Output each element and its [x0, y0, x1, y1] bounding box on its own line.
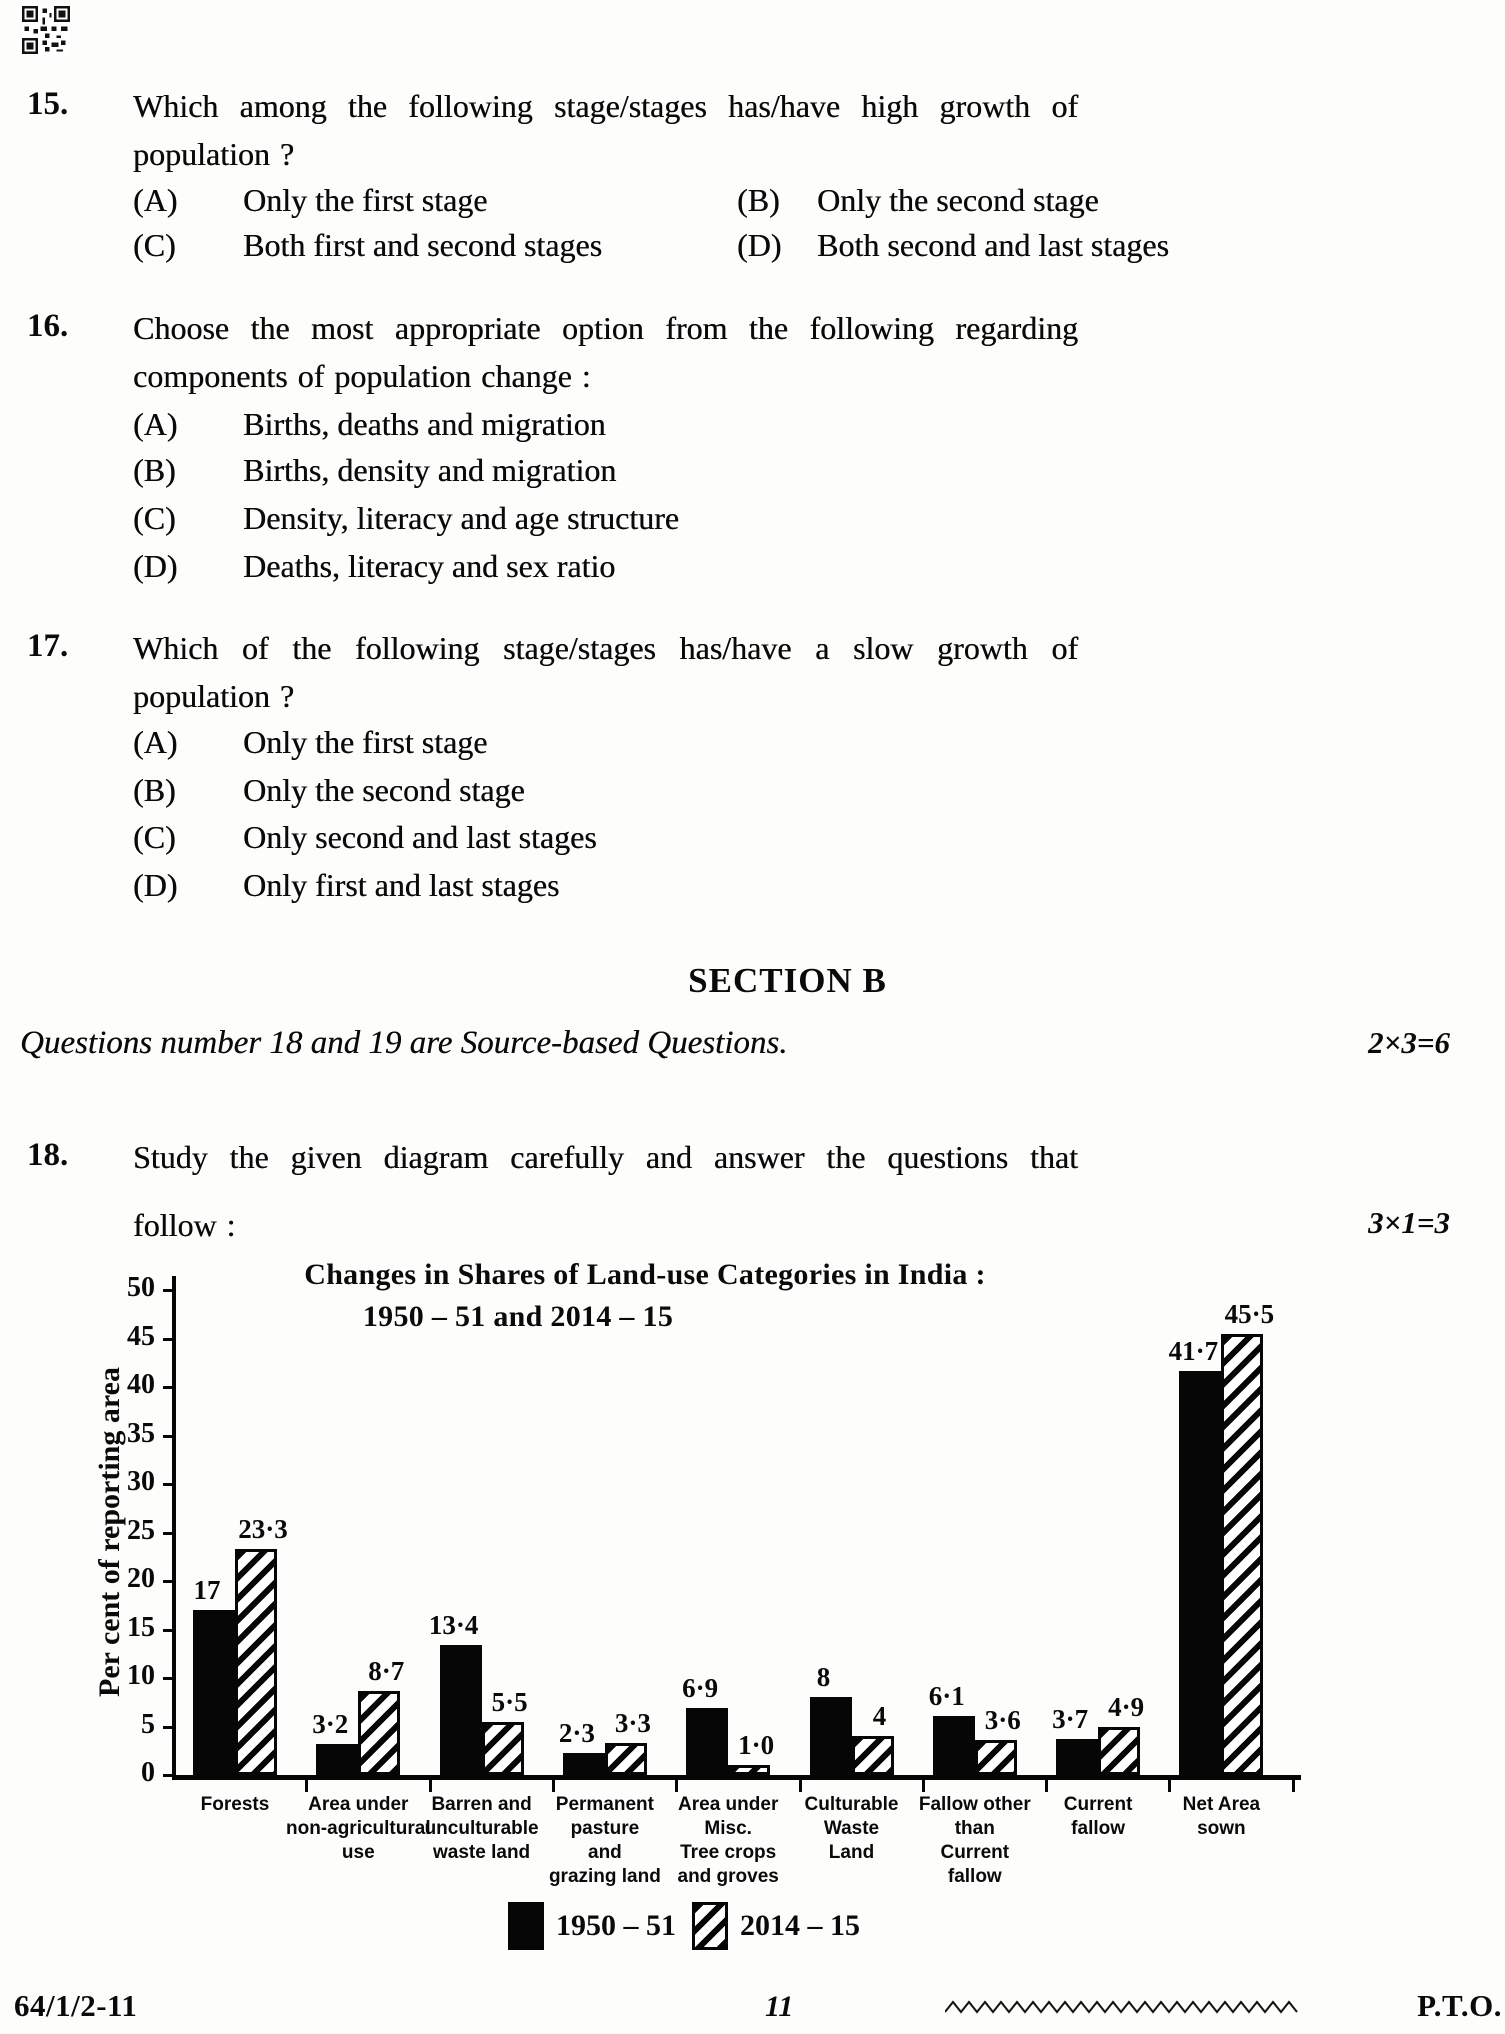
q16-option-d-text: Deaths, literacy and sex ratio [243, 548, 616, 584]
y-tick-label: 15 [127, 1611, 155, 1643]
q18-number: 18. [27, 1137, 69, 1173]
q16-option-c-text: Density, literacy and age structure [243, 500, 679, 536]
chart-bar-2014-15-7 [1098, 1727, 1140, 1775]
chart-bar-2014-15-2 [482, 1722, 524, 1775]
legend-label-2014-15: 2014 – 15 [740, 1909, 860, 1942]
bar-value-label: 6·9 [682, 1673, 719, 1704]
chart-bar-1950-51-0 [193, 1610, 235, 1775]
x-tick [1045, 1779, 1048, 1792]
y-tick [163, 1532, 175, 1535]
chart-bar-1950-51-8 [1179, 1371, 1221, 1775]
y-tick [163, 1629, 175, 1632]
chart-bar-2014-15-1 [358, 1691, 400, 1775]
q15-option-b-letter: (B) [737, 182, 780, 218]
q15-option-b-text: Only the second stage [817, 182, 1099, 218]
chart-bar-1950-51-7 [1056, 1739, 1098, 1775]
y-tick-label: 40 [127, 1369, 155, 1400]
q15-option-d-text: Both second and last stages [817, 227, 1169, 263]
q16-option-a-text: Births, deaths and migration [243, 406, 606, 442]
bar-value-label: 3·6 [984, 1705, 1021, 1736]
chart-bar-2014-15-4 [728, 1765, 770, 1775]
y-tick [163, 1289, 175, 1292]
x-tick [552, 1779, 555, 1792]
bar-value-label: 8·7 [368, 1655, 405, 1686]
q15-option-d-letter: (D) [737, 227, 782, 263]
q17-line1: Which of the following stage/stages has/have a slow growth of [133, 630, 1078, 666]
x-tick [1168, 1779, 1171, 1792]
category-label-line: sown [1197, 1818, 1246, 1839]
category-label-line: Area under [678, 1794, 779, 1815]
bar-value-label: 2·3 [558, 1717, 595, 1748]
q16-number: 16. [27, 308, 69, 344]
y-tick [163, 1435, 175, 1438]
q18-line1: Study the given diagram carefully and answer the questions that [133, 1139, 1078, 1175]
y-tick [163, 1386, 175, 1389]
chart-title-line1: Changes in Shares of Land-use Categories in India : [304, 1258, 986, 1291]
land-use-bar-chart [0, 1250, 1505, 2010]
y-tick-label: 10 [127, 1660, 155, 1691]
legend-swatch-solid [508, 1902, 544, 1950]
category-label-line: than [954, 1818, 995, 1839]
y-tick-label: 5 [141, 1708, 155, 1740]
q17-option-c-text: Only second and last stages [243, 819, 597, 855]
q17-line2: population ? [133, 678, 295, 714]
bar-value-label: 3·2 [312, 1708, 349, 1739]
category-label-line: Misc. [704, 1818, 752, 1839]
q16-line2: components of population change : [133, 358, 591, 394]
chart-bar-2014-15-0 [235, 1549, 277, 1775]
x-tick [675, 1779, 678, 1792]
category-label-line: Net Area [1182, 1794, 1261, 1815]
q16-option-b-text: Births, density and migration [243, 452, 617, 488]
category-label-line: Forests [200, 1794, 270, 1815]
bar-value-label: 13·4 [428, 1610, 479, 1641]
y-tick-label: 35 [127, 1417, 155, 1449]
q17-option-c-letter: (C) [133, 819, 176, 855]
q15-option-c-letter: (C) [133, 227, 176, 263]
q17-option-a-letter: (A) [133, 724, 178, 760]
q15-number: 15. [27, 86, 69, 122]
y-tick-label: 45 [127, 1320, 155, 1352]
category-label-line: non-agricultural [285, 1818, 431, 1839]
q18-line2: follow : [133, 1207, 236, 1243]
q16-option-c-letter: (C) [133, 500, 176, 536]
bar-value-label: 4·9 [1108, 1692, 1145, 1723]
section-b-marks: 2×3=6 [1368, 1025, 1450, 1060]
q15-line2: population ? [133, 136, 295, 172]
y-tick-label: 30 [127, 1466, 155, 1497]
q16-line1: Choose the most appropriate option from the following regarding [133, 310, 1078, 346]
category-label-line: Current [1063, 1794, 1133, 1815]
chart-bar-2014-15-3 [605, 1743, 647, 1775]
q17-option-b-letter: (B) [133, 772, 176, 808]
chart-bar-1950-51-3 [563, 1753, 605, 1775]
chart-bar-2014-15-5 [852, 1736, 894, 1775]
y-tick-label: 0 [141, 1757, 155, 1788]
category-label-line: pasture [570, 1818, 640, 1839]
category-label-line: fallow [947, 1866, 1002, 1887]
x-axis-line [172, 1775, 1301, 1780]
legend-swatch-hatched [692, 1902, 728, 1950]
chart-bar-2014-15-6 [975, 1740, 1017, 1775]
q15-option-c-text: Both first and second stages [243, 227, 603, 263]
chart-bar-2014-15-8 [1221, 1334, 1263, 1775]
y-tick [163, 1726, 175, 1729]
q15-option-a-text: Only the first stage [243, 182, 488, 218]
footer-pto: P.T.O. [1417, 1988, 1502, 2023]
bar-value-label: 3·7 [1052, 1704, 1089, 1735]
bar-value-label: 6·1 [928, 1680, 965, 1711]
y-tick-label: 20 [127, 1563, 155, 1594]
y-tick [163, 1483, 175, 1486]
chart-title-line2: 1950 – 51 and 2014 – 15 [362, 1300, 674, 1333]
footer-page-number: 11 [765, 1990, 794, 2023]
x-tick [305, 1779, 308, 1792]
bar-value-label: 3·3 [614, 1707, 651, 1738]
squiggle-line [945, 1998, 1305, 2016]
x-tick [1292, 1779, 1295, 1792]
y-axis-line [172, 1276, 176, 1779]
bar-value-label: 1·0 [738, 1730, 775, 1761]
category-label-line: Tree crops [680, 1842, 777, 1863]
category-label-line: Waste [823, 1818, 880, 1839]
y-tick [163, 1774, 175, 1777]
bar-value-label: 5·5 [491, 1686, 528, 1717]
q16-option-a-letter: (A) [133, 406, 178, 442]
bar-value-label: 41·7 [1168, 1335, 1219, 1366]
y-axis-title: Per cent of reporting area [93, 1367, 126, 1697]
y-tick [163, 1338, 175, 1341]
bar-value-label: 45·5 [1224, 1298, 1275, 1329]
x-tick [429, 1779, 432, 1792]
q18-marks: 3×1=3 [1368, 1205, 1450, 1240]
q16-option-b-letter: (B) [133, 452, 176, 488]
legend-label-1950-51: 1950 – 51 [556, 1909, 676, 1942]
category-label-line: grazing land [548, 1866, 661, 1887]
section-b-heading: SECTION B [688, 961, 887, 1000]
q17-option-d-letter: (D) [133, 867, 178, 903]
chart-bar-1950-51-1 [316, 1744, 358, 1775]
y-tick-label: 25 [127, 1514, 155, 1546]
category-label-line: Land [828, 1842, 875, 1863]
bar-value-label: 8 [816, 1662, 831, 1693]
q16-option-d-letter: (D) [133, 548, 178, 584]
chart-plot [0, 1250, 1505, 1900]
category-label-line: Area under [308, 1794, 409, 1815]
category-label-line: unculturable [424, 1818, 539, 1839]
x-tick [799, 1779, 802, 1792]
category-label-line: Current [940, 1842, 1010, 1863]
q15-option-a-letter: (A) [133, 182, 178, 218]
q17-number: 17. [27, 628, 69, 664]
category-label-line: and [588, 1842, 622, 1863]
y-tick-label: 50 [127, 1272, 155, 1303]
category-label-line: Barren and [431, 1794, 532, 1815]
q17-option-d-text: Only first and last stages [243, 867, 560, 903]
legend-item-2014-15 [692, 1902, 860, 1950]
section-b-intro: Questions number 18 and 19 are Source-based Questions. [20, 1025, 788, 1061]
x-tick [922, 1779, 925, 1792]
category-label-line: fallow [1071, 1818, 1126, 1839]
qr-code-icon [22, 6, 70, 54]
category-label-line: Fallow other [918, 1794, 1031, 1815]
category-label-line: Culturable [804, 1794, 899, 1815]
q17-option-a-text: Only the first stage [243, 724, 488, 760]
q15-line1: Which among the following stage/stages has/have high growth of [133, 88, 1078, 124]
bar-value-label: 17 [193, 1575, 221, 1606]
footer-paper-code: 64/1/2-11 [14, 1988, 138, 2023]
q17-option-b-text: Only the second stage [243, 772, 525, 808]
category-label-line: Permanent [555, 1794, 654, 1815]
category-label-line: and groves [677, 1866, 779, 1887]
category-label [1148, 1793, 1294, 1841]
bar-value-label: 23·3 [238, 1513, 288, 1544]
y-tick [163, 1677, 175, 1680]
category-label-line: use [341, 1842, 375, 1863]
legend-item-1950-51 [508, 1902, 676, 1950]
category-label-line: waste land [433, 1842, 531, 1863]
bar-value-label: 4 [872, 1701, 887, 1732]
